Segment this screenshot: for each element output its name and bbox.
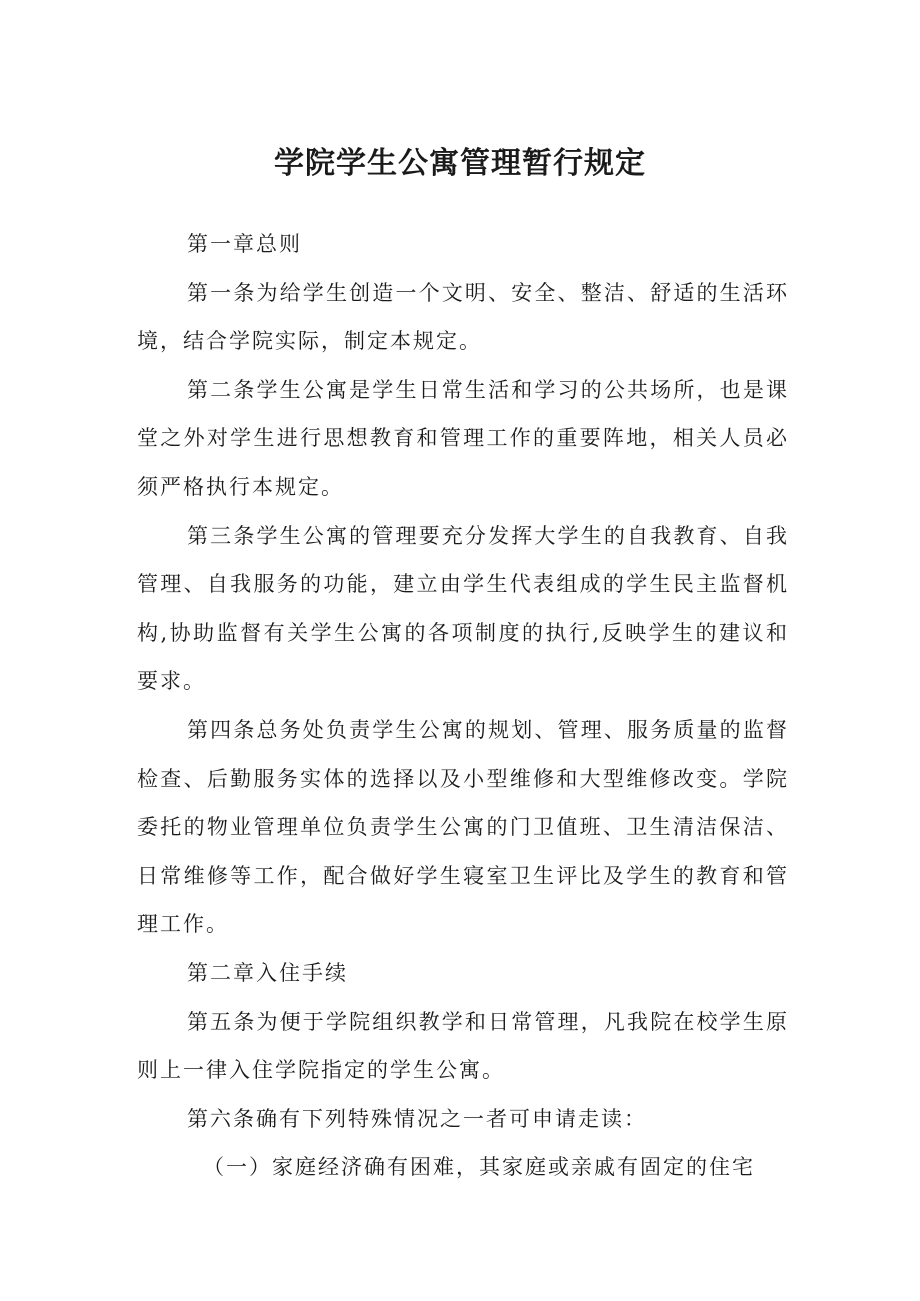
article-paragraph: 第四条总务处负责学生公寓的规划、管理、服务质量的监督检查、后勤服务实体的选择以及小型维修和大型维修改变。学院委托的物业管理单位负责学生公寓的门卫值班、卫生清洁保洁、日常维修等工作，配合做好学生寝室卫生评比及学生的教育和管理工作。 <box>137 717 789 937</box>
article-paragraph: 第五条为便于学院组织教学和日常管理，凡我院在校学生原则上一律入住学院指定的学生公寓。 <box>137 1009 789 1083</box>
document-body <box>137 220 789 1192</box>
article-paragraph: 第一条为给学生创造一个文明、安全、整洁、舒适的生活环境，结合学院实际，制定本规定。 <box>137 280 789 354</box>
article-paragraph: 第二条学生公寓是学生日常生活和学习的公共场所，也是课堂之外对学生进行思想教育和管理工作的重要阵地，相关人员必须严格执行本规定。 <box>137 377 789 499</box>
document-title: 学院学生公寓管理暂行规定 <box>274 146 646 181</box>
article-paragraph: 第三条学生公寓的管理要充分发挥大学生的自我教育、自我管理、自我服务的功能，建立由学生代表组成的学生民主监督机构,协助监督有关学生公寓的各项制度的执行,反映学生的建议和要求。 <box>137 523 789 694</box>
chapter-heading: 第二章入住手续 <box>187 960 348 985</box>
article-paragraph: 第六条确有下列特殊情况之一者可申请走读： <box>187 1106 647 1131</box>
list-item: （一）家庭经济确有困难，其家庭或亲戚有固定的住宅 <box>203 1155 755 1180</box>
chapter-heading: 第一章总则 <box>187 232 302 256</box>
